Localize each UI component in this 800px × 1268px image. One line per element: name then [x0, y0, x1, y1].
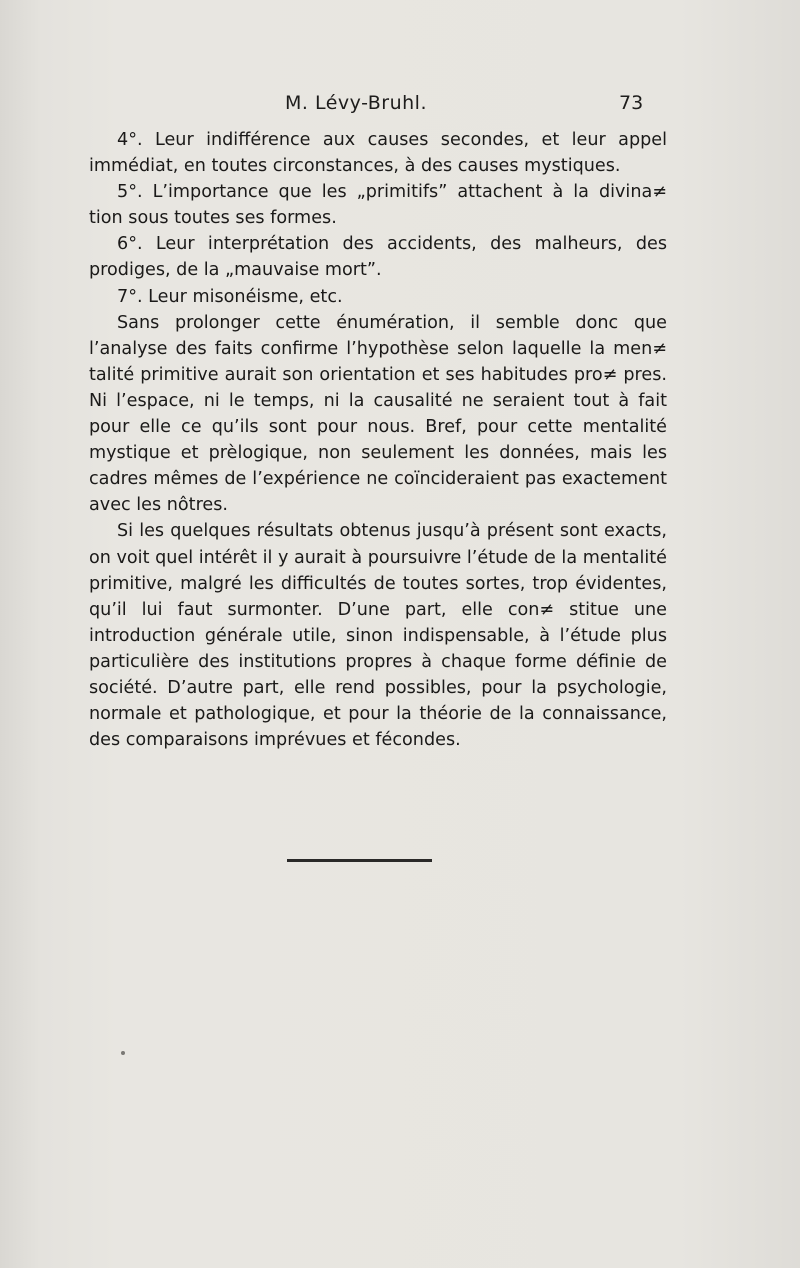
page-number: 73 [619, 92, 644, 114]
paragraph-item-6: 6°. Leur interprétation des accidents, des malheurs, des prodiges, de la „mauvaise mort”. [89, 234, 667, 281]
paper-speck [121, 1051, 125, 1055]
section-end-rule [287, 859, 432, 862]
paragraph-item-5: 5°. L’importance que les „primitifs” attachent à la divina≠ tion sous toutes ses formes. [89, 182, 667, 229]
body-text [89, 127, 667, 753]
paragraph-item-4: 4°. Leur indifférence aux causes secondes, et leur appel immédiat, en toutes circonstances, à des causes mystiques. [89, 130, 667, 177]
page-header [0, 92, 800, 122]
paragraph-item-7: 7°. Leur misonéisme, etc. [117, 286, 343, 307]
paragraph-final: Si les quelques résultats obtenus jusqu’à présent sont exacts, on voit quel intérêt il y aurait à poursuivre l’étude de la mentalité primitive, malgré les difficultés de toutes sortes, trop évidentes, qu’il lui faut surmonter. D’une part, elle con≠ stitue une introduction générale utile, sinon indispensable, à l’étude plus particulière des institutions propres à chaque forme définie de société. D’autre part, elle rend possibles, pour la psychologie, normale et pathologique, et pour la théorie de la connaissance, des comparaisons imprévues et fécondes. [89, 521, 667, 751]
paragraph-conclusion: Sans prolonger cette énumération, il semble donc que l’analyse des faits confirme l’hypothèse selon laquelle la men≠ talité primitive aurait son orientation et ses habitudes pro≠ pres. Ni l’espace, ni le temps, ni la causalité ne seraient tout à fait pour elle ce qu’ils sont pour nous. Bref, pour cette mentalité mystique et prèlogique, non seulement les données, mais les cadres mêmes de l’expérience ne coïncideraient pas exactement avec les nôtres. [89, 312, 667, 516]
running-head: M. Lévy-Bruhl. [285, 92, 427, 114]
